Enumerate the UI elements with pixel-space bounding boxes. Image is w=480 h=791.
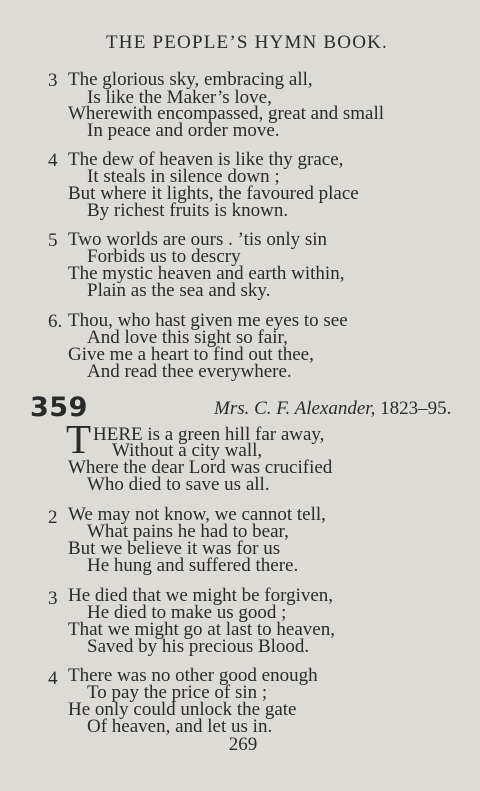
verse-line: He hung and suffered there. [87, 555, 299, 576]
verse-line: But where it lights, the favoured place [68, 183, 359, 204]
page-number: 269 [228, 734, 258, 755]
verse-line: Wherewith encompassed, great and small [68, 103, 385, 124]
verse-line: In peace and order move. [87, 120, 280, 141]
verse-line: Two worlds are ours . ’tis only sin [68, 229, 328, 250]
verse-line: But we believe it was for us [68, 538, 281, 559]
verse-line: Is like the Maker’s love, [87, 87, 272, 108]
verse-line: And read thee everywhere. [87, 361, 292, 382]
verse-line: By richest fruits is known. [87, 200, 289, 221]
verse-line: He died that we might be forgiven, [68, 585, 334, 606]
hymn-author-line [214, 398, 451, 420]
hymn-years: 1823–95. [380, 398, 452, 419]
verse-number: 4 [48, 668, 58, 689]
verse-line: There was no other good enough [68, 665, 318, 686]
verse-line: Who died to save us all. [87, 474, 270, 495]
verse-line: To pay the price of sin ; [87, 682, 268, 703]
verse-line: He died to make us good ; [87, 602, 287, 623]
verse-line: Forbids us to descry [87, 246, 241, 267]
verse-line: Saved by his precious Blood. [87, 636, 310, 657]
verse-number: 6. [48, 311, 63, 332]
drop-cap: T [66, 416, 92, 462]
verse-number: 3 [48, 70, 58, 91]
verse-line: He only could unlock the gate [68, 699, 297, 720]
verse-line: Of heaven, and let us in. [87, 716, 273, 737]
verse-number: 3 [48, 588, 58, 609]
hymn-number: 359 [30, 392, 88, 423]
verse-line: The mystic heaven and earth within, [68, 263, 345, 284]
verse-line: The glorious sky, embracing all, [68, 69, 313, 90]
verse-line: Where the dear Lord was crucified [68, 457, 333, 478]
verse-line: What pains he had to bear, [87, 521, 289, 542]
verse-number: 5 [48, 230, 58, 251]
verse-line: HERE is a green hill far away, [93, 424, 325, 445]
running-header: THE PEOPLE’S HYMN BOOK. [106, 32, 388, 53]
verse-number: 2 [48, 507, 58, 528]
hymn-author: Mrs. C. F. Alexander, [214, 398, 376, 419]
verse-line: Give me a heart to find out thee, [68, 344, 314, 365]
verse-number: 4 [48, 150, 58, 171]
verse-line: Plain as the sea and sky. [87, 280, 271, 301]
verse-line: That we might go at last to heaven, [68, 619, 335, 640]
verse-line: Without a city wall, [112, 440, 263, 461]
verse-line: It steals in silence down ; [87, 166, 280, 187]
verse-line: Thou, who hast given me eyes to see [68, 310, 348, 331]
verse-line: The dew of heaven is like thy grace, [68, 149, 344, 170]
verse-line: We may not know, we cannot tell, [68, 504, 326, 525]
verse-line: And love this sight so fair, [87, 327, 288, 348]
